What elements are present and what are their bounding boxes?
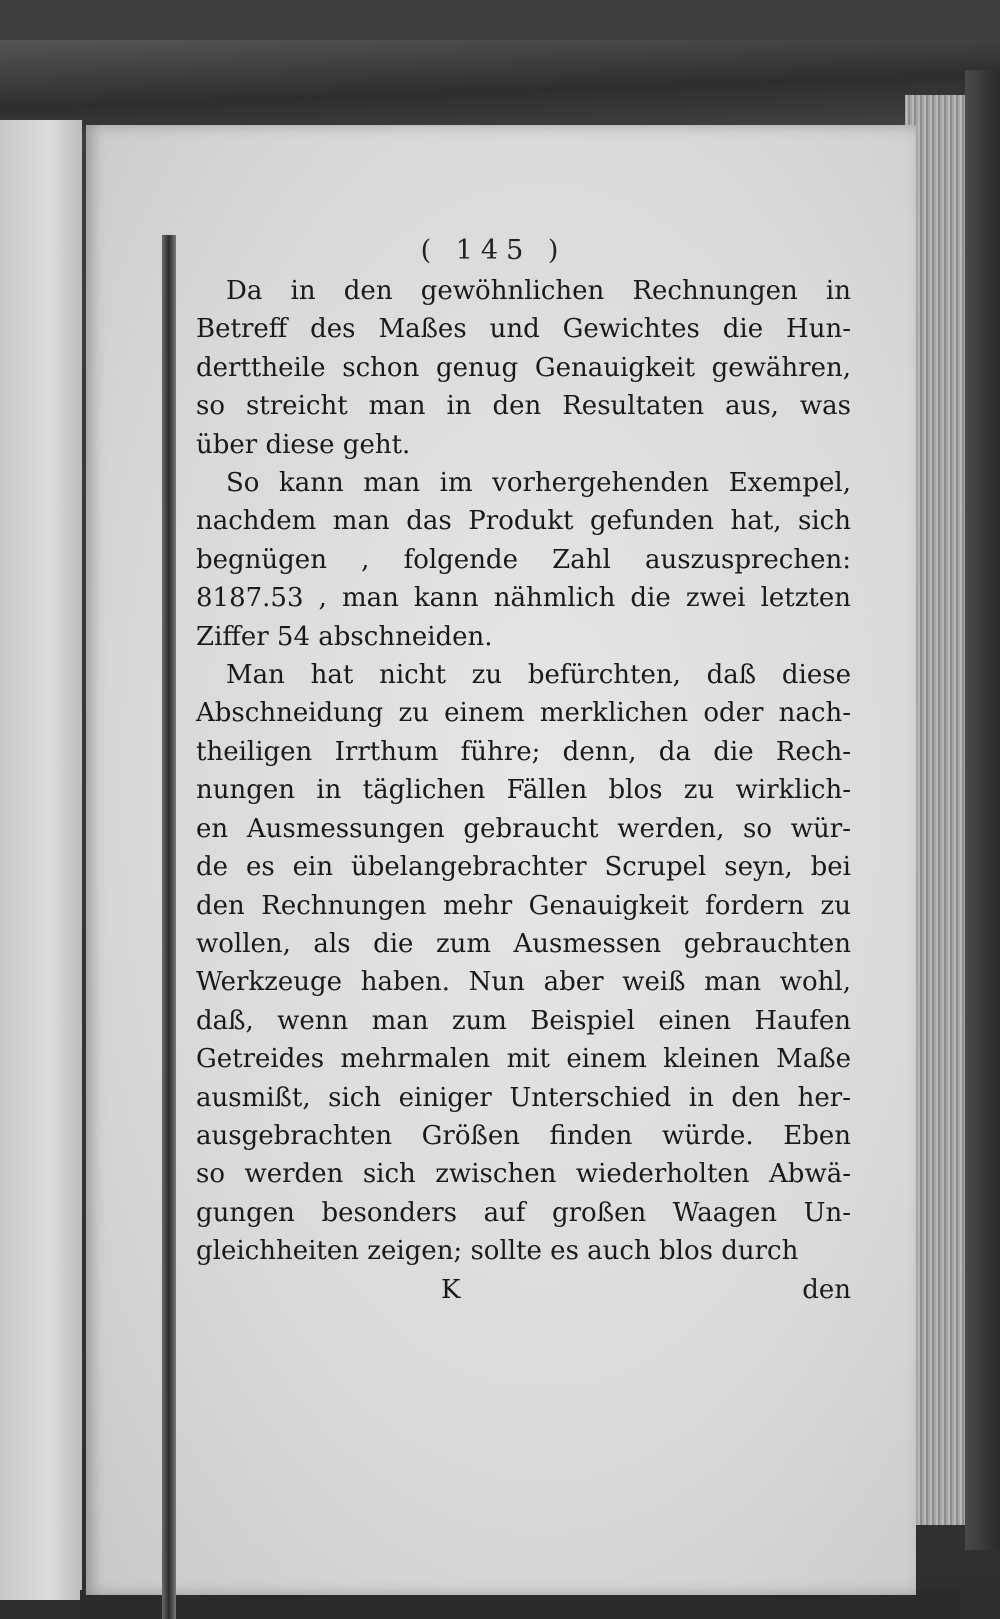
text-line: theiligen Irrthum führe; denn, da die Rech-	[196, 736, 851, 767]
text-line: Getreides mehrmalen mit einem kleinen Maße	[196, 1044, 851, 1075]
text-line: derttheile schon genug Genauigkeit gewähren,	[196, 352, 851, 383]
text-line: Ziffer 54 abschneiden.	[196, 621, 493, 652]
text-block	[196, 235, 851, 1309]
text-line: so streicht man in den Resultaten aus, was	[196, 391, 851, 422]
page-number: ( 145 )	[420, 235, 567, 266]
text-line: so werden sich zwischen wiederholten Abwä-	[196, 1159, 851, 1190]
text-line: gleichheiten zeigen; sollte es auch blos durch	[196, 1236, 799, 1267]
text-line: über diese geht.	[196, 429, 411, 460]
text-line: Werkzeuge haben. Nun aber weiß man wohl,	[196, 967, 851, 998]
text-line: den Rechnungen mehr Genauigkeit fordern zu	[196, 890, 851, 921]
page-gutter	[162, 235, 176, 1619]
text-line: nachdem man das Produkt gefunden hat, sich	[196, 506, 851, 537]
book-page	[86, 125, 916, 1595]
text-line: So kann man im vorhergehenden Exempel,	[226, 468, 851, 499]
text-line: en Ausmessungen gebraucht werden, so wür-	[196, 813, 851, 844]
book-cover-top	[0, 40, 1000, 130]
paragraph	[196, 464, 851, 656]
text-line: wollen, als die zum Ausmessen gebrauchten	[196, 928, 851, 959]
text-line: ausgebrachten Größen finden würde. Eben	[196, 1120, 851, 1151]
text-line: gungen besonders auf großen Waagen Un-	[196, 1197, 851, 1228]
text-line: nungen in täglichen Fällen blos zu wirklich-	[196, 775, 851, 806]
text-line: Man hat nicht zu befürchten, daß diese	[226, 660, 851, 691]
page-footer	[196, 1271, 851, 1309]
paragraphs	[196, 272, 851, 1271]
paragraph	[196, 272, 851, 464]
text-line: de es ein übelangebrachter Scrupel seyn, bei	[196, 852, 851, 883]
text-line: 8187.53 , man kann nähmlich die zwei letzten	[196, 583, 851, 614]
book-cover-right	[965, 70, 1000, 1550]
text-line: Betreff des Maßes und Gewichtes die Hun-	[196, 314, 851, 345]
text-line: Abschneidung zu einem merklichen oder nach-	[196, 698, 851, 729]
text-line: begnügen , folgende Zahl auszusprechen:	[196, 544, 851, 575]
text-line: daß, wenn man zum Beispiel einen Haufen	[196, 1005, 851, 1036]
signature-mark: K	[441, 1274, 461, 1305]
catchword: den	[802, 1274, 851, 1305]
text-line: ausmißt, sich einiger Unterschied in den her-	[196, 1082, 851, 1113]
left-facing-page	[0, 120, 82, 1600]
text-line: Da in den gewöhnlichen Rechnungen in	[226, 276, 851, 306]
paragraph	[196, 656, 851, 1271]
